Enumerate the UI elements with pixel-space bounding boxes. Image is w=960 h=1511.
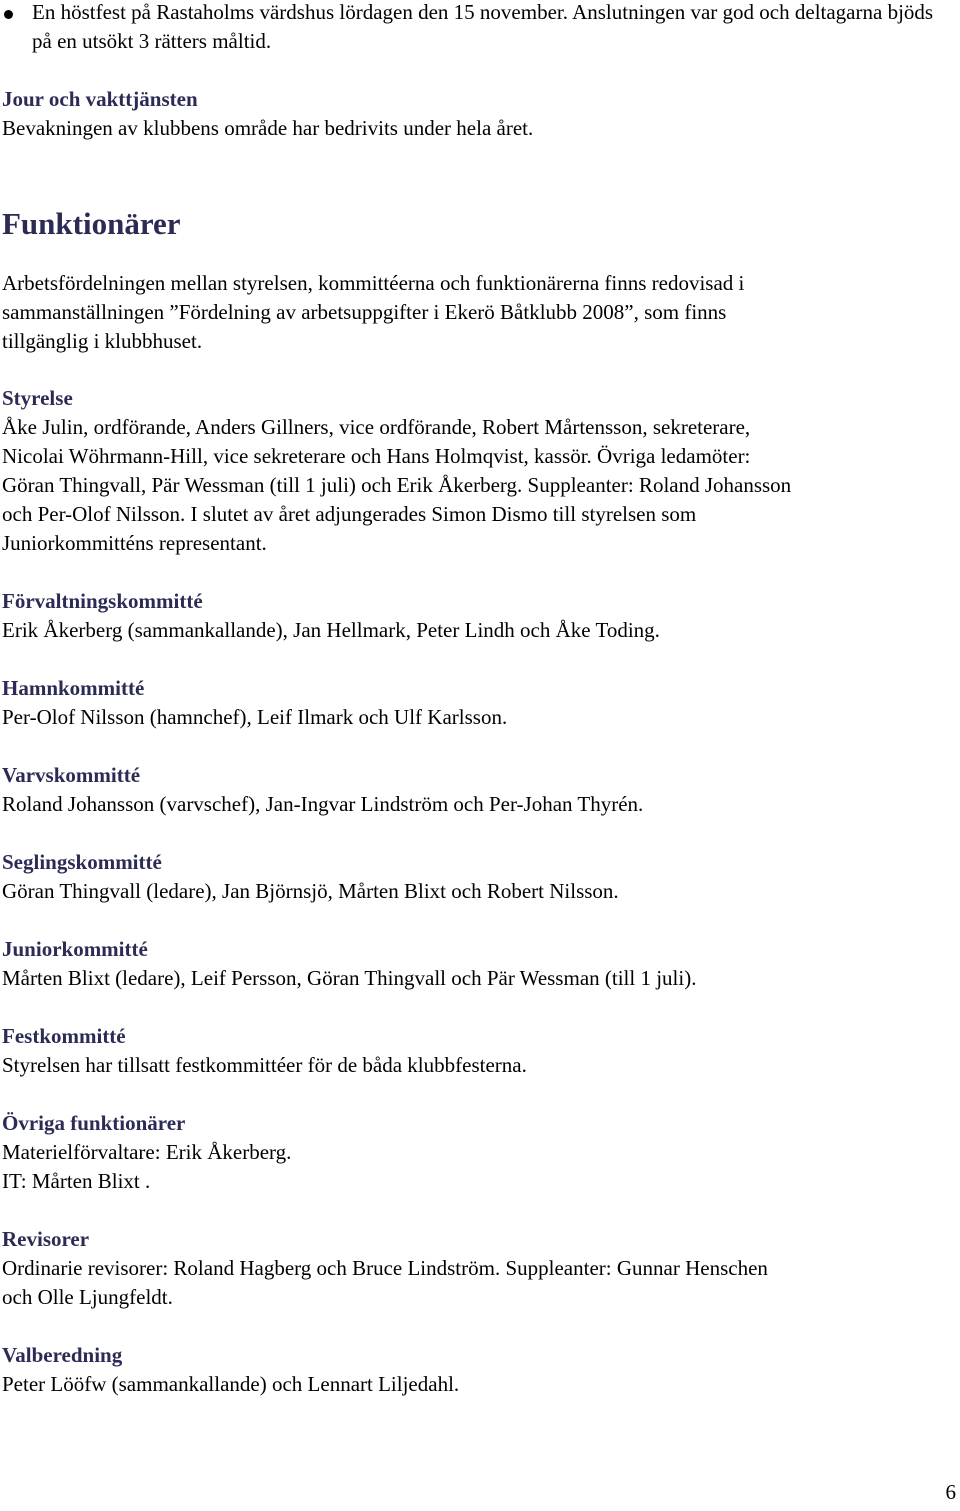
section-jour [2, 85, 952, 143]
section-text: Göran Thingvall (ledare), Jan Björnsjö, Mårten Blixt och Robert Nilsson. [2, 879, 619, 903]
paragraph-line: Åke Julin, ordförande, Anders Gillners, vice ordförande, Robert Mårtensson, sekreterare, [2, 415, 751, 439]
section-forvaltningskommitte [2, 587, 952, 645]
section-text: Mårten Blixt (ledare), Leif Persson, Göran Thingvall och Pär Wessman (till 1 juli). [2, 966, 697, 990]
section-varvskommitte [2, 761, 952, 819]
section-text: Erik Åkerberg (sammankallande), Jan Hellmark, Peter Lindh och Åke Toding. [2, 618, 660, 642]
section-heading: Revisorer [2, 1227, 90, 1251]
section-heading: Jour och vakttjänsten [2, 87, 198, 111]
paragraph-line: sammanställningen ”Fördelning av arbetsuppgifter i Ekerö Båtklubb 2008”, som finns [2, 300, 727, 324]
paragraph-line: tillgänglig i klubbhuset. [2, 329, 203, 353]
section-heading: Hamnkommitté [2, 676, 145, 700]
document-page [2, 0, 952, 1399]
section-ovriga-funktionarer [2, 1109, 952, 1196]
section-seglingskommitte [2, 848, 952, 906]
section-heading: Seglingskommitté [2, 850, 162, 874]
section-heading: Juniorkommitté [2, 937, 148, 961]
section-festkommitte [2, 1022, 952, 1080]
bullet-icon [4, 10, 13, 19]
paragraph-line: Ordinarie revisorer: Roland Hagberg och Bruce Lindström. Suppleanter: Gunnar Henschen [2, 1256, 768, 1280]
section-juniorkommitte [2, 935, 952, 993]
paragraph-line: Nicolai Wöhrmann-Hill, vice sekreterare och Hans Holmqvist, kassör. Övriga ledamöter: [2, 444, 751, 468]
paragraph-line: Juniorkommitténs representant. [2, 531, 267, 555]
bullet-item [2, 0, 952, 56]
section-hamnkommitte [2, 674, 952, 732]
section-revisorer [2, 1225, 952, 1312]
section-heading: Styrelse [2, 386, 73, 410]
page-number: 6 [945, 1480, 956, 1504]
section-valberedning [2, 1341, 952, 1399]
section-heading: Förvaltningskommitté [2, 589, 203, 613]
paragraph-line: och Per-Olof Nilsson. I slutet av året adjungerades Simon Dismo till styrelsen som [2, 502, 697, 526]
paragraph-line: Arbetsfördelningen mellan styrelsen, kommittéerna och funktionärerna finns redovisad i [2, 271, 745, 295]
chapter-title: Funktionärer [2, 206, 181, 241]
paragraph-line: och Olle Ljungfeldt. [2, 1285, 173, 1309]
bullet-text: En höstfest på Rastaholms värdshus lördagen den 15 november. Anslutningen var god och deltagarna bjöds på en utsökt 3 rätters måltid. [32, 0, 934, 53]
section-heading: Övriga funktionärer [2, 1111, 186, 1135]
section-text: Styrelsen har tillsatt festkommittéer för de båda klubbfesterna. [2, 1053, 527, 1077]
section-text: Per-Olof Nilsson (hamnchef), Leif Ilmark och Ulf Karlsson. [2, 705, 508, 729]
paragraph-line: Materielförvaltare: Erik Åkerberg. [2, 1140, 292, 1164]
section-heading: Festkommitté [2, 1024, 126, 1048]
section-funktionarer [2, 204, 952, 356]
paragraph-line: Göran Thingvall, Pär Wessman (till 1 juli) och Erik Åkerberg. Suppleanter: Roland Johansson [2, 473, 792, 497]
section-heading: Valberedning [2, 1343, 123, 1367]
section-styrelse [2, 384, 952, 558]
section-heading: Varvskommitté [2, 763, 141, 787]
section-text: Roland Johansson (varvschef), Jan-Ingvar Lindström och Per-Johan Thyrén. [2, 792, 644, 816]
section-text: Peter Lööfw (sammankallande) och Lennart Liljedahl. [2, 1372, 460, 1396]
section-text: Bevakningen av klubbens område har bedrivits under hela året. [2, 116, 534, 140]
paragraph-line: IT: Mårten Blixt . [2, 1169, 151, 1193]
